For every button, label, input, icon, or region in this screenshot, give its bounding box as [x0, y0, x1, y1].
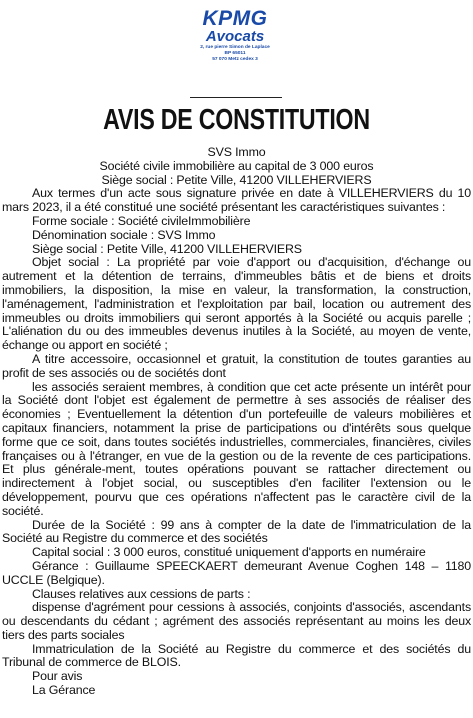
- paragraph: Capital social : 3 000 euros, constitué uniquement d'apports en numéraire: [32, 545, 426, 560]
- company-seat: Siège social : Petite Ville, 41200 VILLEHERVIERS: [101, 172, 372, 187]
- paragraph: les associés seraient membres, à condition que cet acte présente un intérêt pour la Société dont l'objet est également de permettre à ses associés de réaliser des économies ; Eventuellement la détention d'un portefeuille de valeurs mobilières et capitaux financiers, notamment la prise de participations ou d'intérêts sous quelque forme que ce soit, dans toutes sociétés industrielles, commerciales, financières, civiles françaises ou à l'étranger, en vue de la gestion ou de la revente de ces participations. Et plus générale-ment, toutes opérations pouvant se rattacher directement ou indirectement à l'objet social, ou susceptibles d'en faciliter l'extension ou le développement, pourvu que ces opérations n'affectent pas le caractère civil de la société.: [2, 379, 471, 518]
- divider: [190, 97, 282, 98]
- notice-title: AVIS DE CONSTITUTION: [103, 104, 370, 136]
- paragraph: Siège social : Petite Ville, 41200 VILLEHERVIERS: [32, 241, 302, 256]
- paragraph: Gérance : Guillaume SPEECKAERT demeurant Avenue Coghen 148 – 1180 UCCLE (Belgique).: [2, 558, 471, 587]
- paragraph-list: [2, 187, 471, 697]
- paragraph: dispense d'agrément pour cessions à associés, conjoints d'associés, ascendants ou descendants du cédant ; agrément des associés représentant au moins les deux tiers des parts sociales: [2, 600, 471, 642]
- paragraph: Objet social : La propriété par voie d'apport ou d'acquisition, d'échange ou autrement et la détention de terrains, d'immeubles bâtis et de biens et droits immobiliers, la disposition, la mise en valeur, la transformation, la construction, l'aménagement, l'administration et l'exploitation par bail, location ou autrement des immeubles ou droits immobiliers qui seront apportés à la Société ou acquis parelle ; L'aliénation du ou des immeubles devenus inutiles à la Société, au moyen de vente, échange ou apport en société ;: [2, 255, 471, 353]
- logo-sub: Avocats: [205, 28, 265, 45]
- company-name: SVS Immo: [207, 145, 266, 159]
- paragraph: A titre accessoire, occasionnel et gratuit, la constitution de toutes garanties au profit de ses associés ou de sociétés dont: [2, 351, 471, 380]
- address-line: 2, rue pierre Simon de Laplace: [200, 45, 270, 50]
- paragraph: Pour avis: [32, 669, 83, 684]
- paragraph: Durée de la Société : 99 ans à compter de la date de l'immatriculation de la Société au Registre du commerce et des sociétés: [2, 517, 471, 546]
- kpmg-logo: [180, 6, 290, 86]
- logo-brand: KPMG: [202, 7, 268, 30]
- paragraph: Clauses relatives aux cessions de parts :: [32, 586, 251, 601]
- paragraph: Dénomination sociale : SVS Immo: [32, 227, 216, 242]
- paragraph: La Gérance: [32, 683, 96, 698]
- paragraph: Aux termes d'un acte sous signature privée en date à VILLEHERVIERS du 10 mars 2023, il a été constitué une société présentant les caractéristiques suivantes :: [2, 186, 471, 215]
- paragraph: Forme sociale : Société civileImmobilière: [32, 213, 251, 228]
- address-line: BP 65011: [224, 51, 246, 56]
- address-line: 57 070 Metz cedex 3: [212, 57, 258, 62]
- company-type: Société civile immobilière au capital de 3 000 euros: [99, 158, 374, 173]
- paragraph: Immatriculation de la Société au Registre du commerce et des sociétés du Tribunal de commerce de BLOIS.: [2, 641, 471, 670]
- notice-body: [2, 146, 471, 698]
